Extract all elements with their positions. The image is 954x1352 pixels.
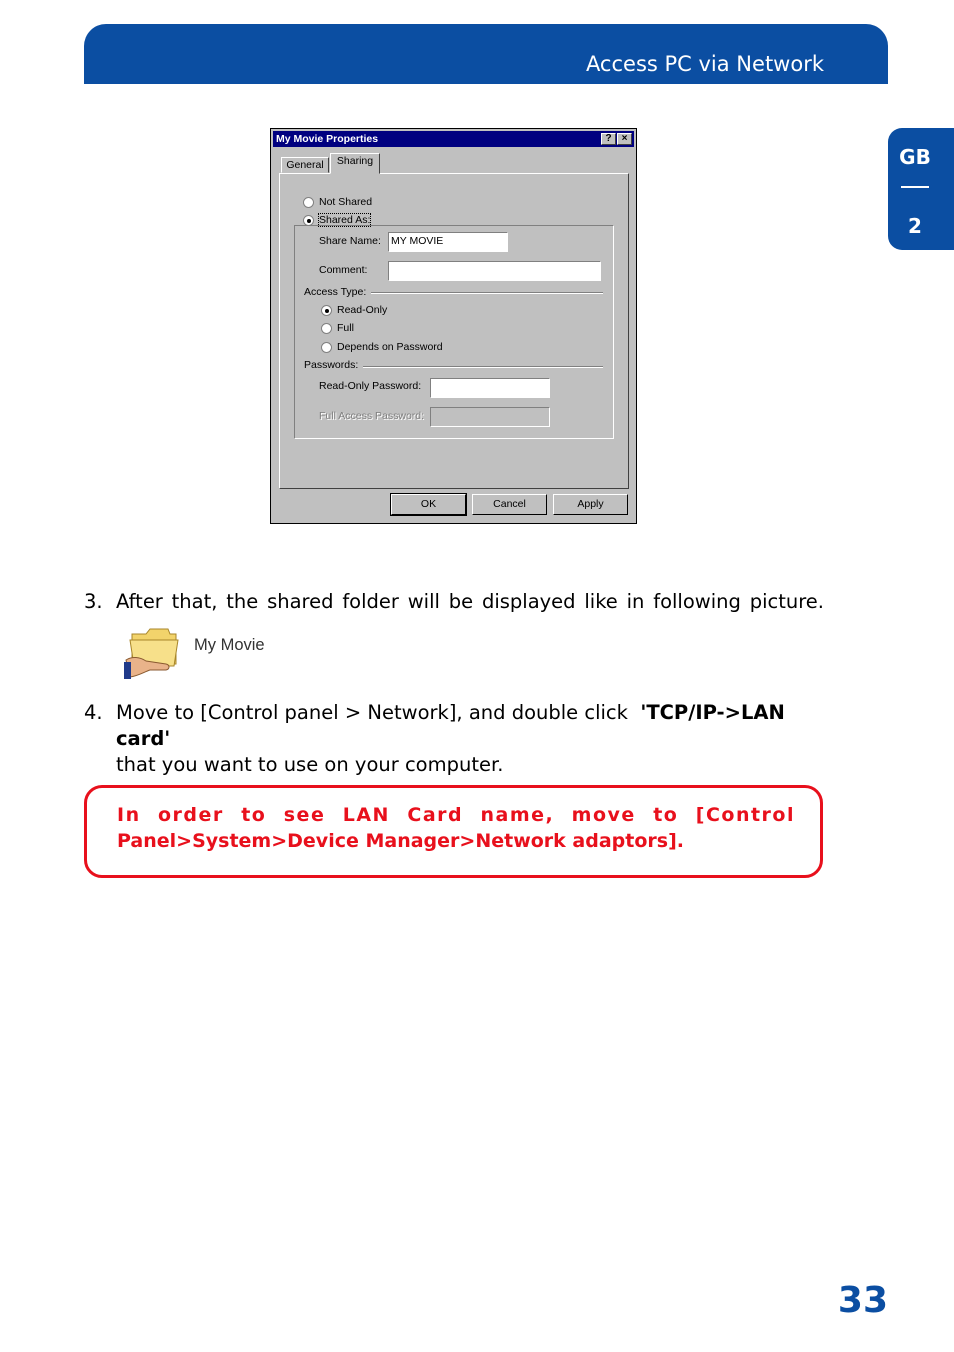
passwords-separator <box>363 366 603 368</box>
not-shared-label[interactable]: Not Shared <box>319 196 373 208</box>
shared-folder-icon[interactable] <box>124 624 182 680</box>
full-access-password-input <box>430 407 550 427</box>
read-only-radio[interactable] <box>321 305 332 316</box>
cancel-button[interactable]: Cancel <box>472 494 547 515</box>
access-type-label: Access Type: <box>304 286 367 298</box>
step-text-after: that you want to use on your computer. <box>116 753 504 776</box>
shared-as-radio[interactable] <box>303 215 314 226</box>
header-bar <box>84 24 888 84</box>
read-only-label[interactable]: Read-Only <box>337 304 388 316</box>
notice-box <box>84 785 823 878</box>
ok-button[interactable]: OK <box>391 494 466 515</box>
close-button[interactable]: × <box>617 133 632 145</box>
step-number: 3. <box>84 590 103 613</box>
dialog-title: My Movie Properties <box>276 133 379 145</box>
language-label: GB <box>899 145 931 169</box>
chapter-number: 2 <box>908 214 922 238</box>
step-text: After that, the shared folder will be displayed like in following picture. <box>116 590 824 613</box>
step-number: 4. <box>84 701 103 724</box>
apply-button[interactable]: Apply <box>553 494 628 515</box>
notice-line-2: Panel>System>Device Manager>Network adaptors]. <box>117 830 684 852</box>
full-radio[interactable] <box>321 323 332 334</box>
page-number: 33 <box>837 1280 888 1321</box>
chapter-tab <box>888 128 954 250</box>
not-shared-radio[interactable] <box>303 197 314 208</box>
comment-label: Comment: <box>319 264 368 276</box>
notice-line-1: In order to see LAN Card name, move to [Control <box>117 804 795 826</box>
depends-on-password-radio[interactable] <box>321 342 332 353</box>
notice-text <box>117 802 795 854</box>
full-access-password-label: Full Access Password: <box>319 410 425 422</box>
page-section-title: Access PC via Network <box>585 52 824 76</box>
folder-label: My Movie <box>194 636 265 654</box>
passwords-label: Passwords: <box>304 359 359 371</box>
tab-general[interactable]: General <box>281 157 329 173</box>
share-name-label: Share Name: <box>319 235 381 247</box>
dialog-titlebar <box>273 131 634 147</box>
step-text-bold: 'TCP/IP->LAN card' <box>116 701 785 750</box>
properties-dialog <box>270 128 637 524</box>
step-text <box>116 700 826 778</box>
tab-sharing[interactable]: Sharing <box>330 153 380 174</box>
read-only-password-input[interactable] <box>430 378 550 398</box>
full-label[interactable]: Full <box>337 322 354 334</box>
tab-divider <box>901 186 929 188</box>
depends-on-password-label[interactable]: Depends on Password <box>337 341 443 353</box>
comment-input[interactable] <box>388 261 601 281</box>
access-type-separator <box>371 292 603 294</box>
shared-as-label[interactable]: Shared As: <box>319 214 371 226</box>
read-only-password-label: Read-Only Password: <box>319 380 422 392</box>
help-button[interactable]: ? <box>601 133 616 145</box>
step-text-before: Move to [Control panel > Network], and double click <box>116 701 635 724</box>
share-name-input[interactable]: MY MOVIE <box>388 232 508 252</box>
